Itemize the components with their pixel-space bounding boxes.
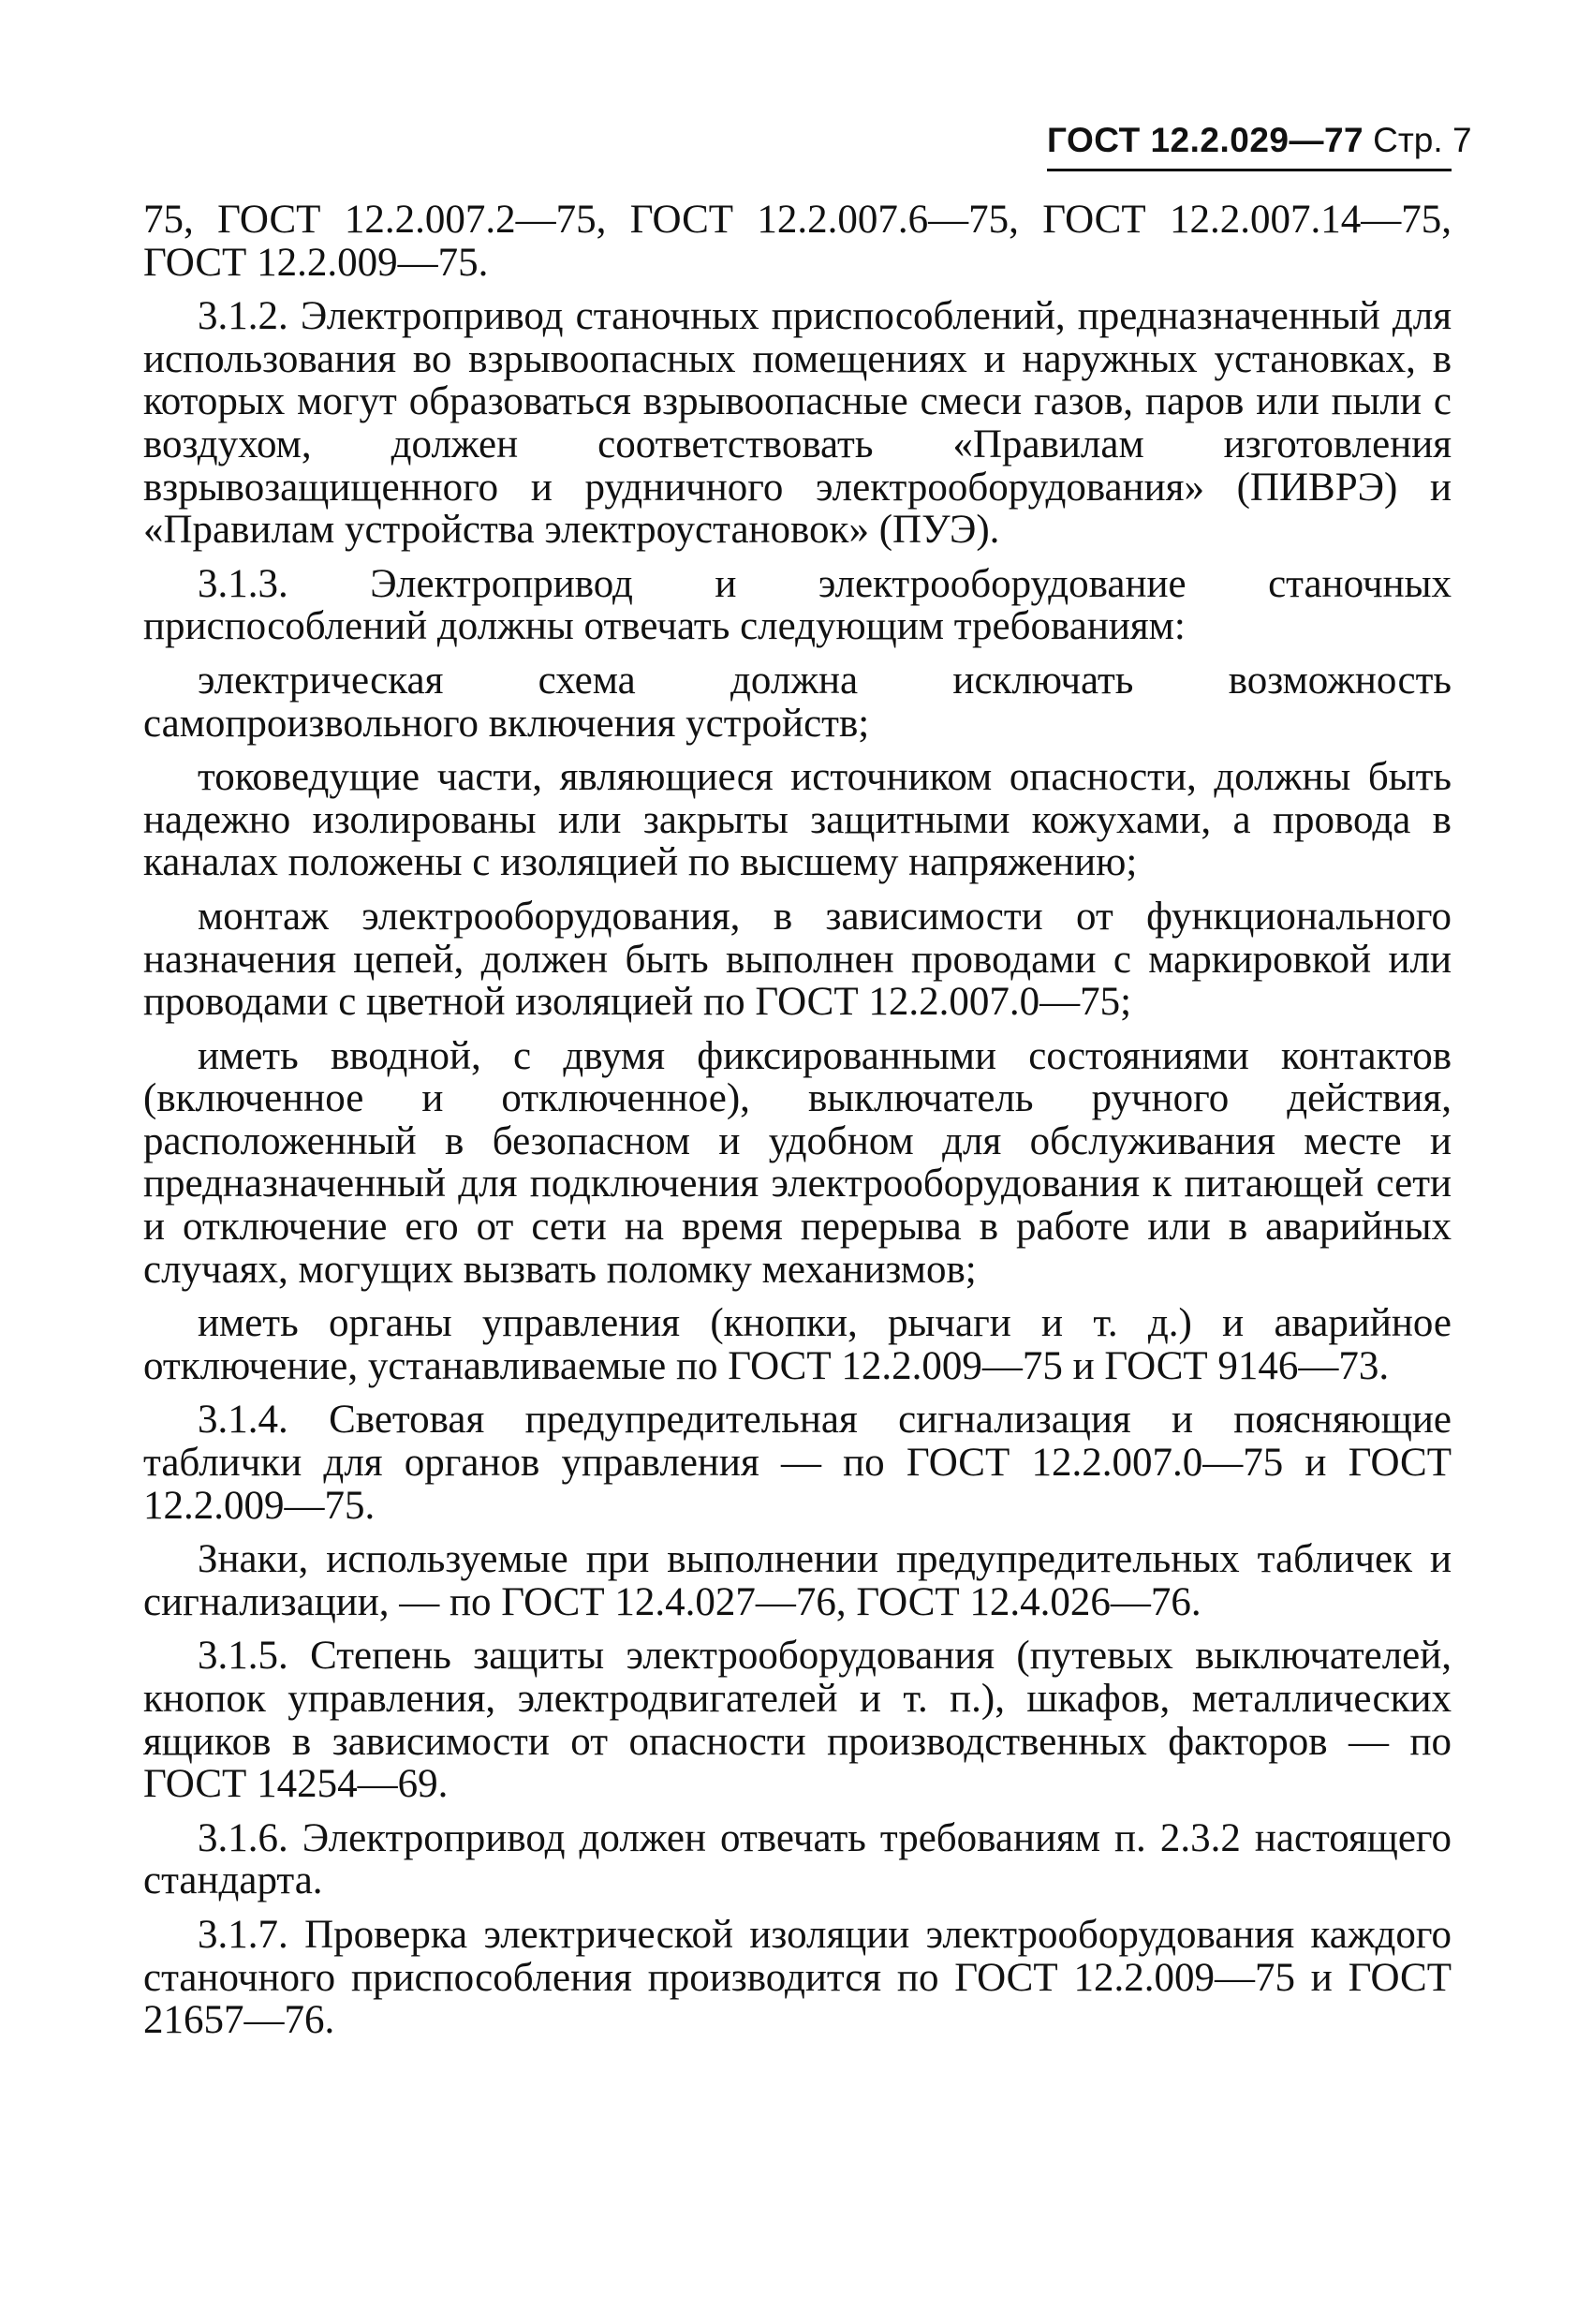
paragraph: 3.1.6. Электропривод должен отвечать требованиям п. 2.3.2 настоящего стандарта. <box>143 1815 1452 1903</box>
running-header <box>1047 120 1472 161</box>
paragraph: 3.1.3. Электропривод и электрооборудование станочных приспособлений должны отвечать следующим требованиям: <box>143 561 1452 649</box>
page-number: Стр. 7 <box>1373 121 1472 159</box>
paragraph: 75, ГОСТ 12.2.007.2—75, ГОСТ 12.2.007.6—75, ГОСТ 12.2.007.14—75, ГОСТ 12.2.009—75. <box>143 198 1452 285</box>
paragraph: монтаж электрооборудования, в зависимости от функционального назначения цепей, должен быть выполнен проводами с маркировкой или проводами с цветной изоляцией по ГОСТ 12.2.007.0—75; <box>143 894 1452 1025</box>
paragraph: иметь вводной, с двумя фиксированными состояниями контактов (включенное и отключенное), выключатель ручного действия, расположенный в безопасном и удобном для обслуживания месте и предназначенный для подключения электрооборудования к питающей сети и отключение его от сети на время перерыва в работе или в аварийных случаях, могущих вызвать поломку механизмов; <box>143 1033 1452 1292</box>
body-text <box>143 199 1452 2053</box>
paragraph: 3.1.7. Проверка электрической изоляции электрооборудования каждого станочного приспособления производится по ГОСТ 12.2.009—75 и ГОСТ 21657—76. <box>143 1912 1452 2043</box>
paragraph: иметь органы управления (кнопки, рычаги и т. д.) и аварийное отключение, устанавливаемые по ГОСТ 12.2.009—75 и ГОСТ 9146—73. <box>143 1301 1452 1388</box>
paragraph: 3.1.5. Степень защиты электрооборудования (путевых выключателей, кнопок управления, электродвигателей и т. п.), шкафов, металлических ящиков в зависимости от опасности производственных факторов — по ГОСТ 14254—69. <box>143 1634 1452 1807</box>
paragraph: 3.1.4. Световая предупредительная сигнализация и поясняющие таблички для органов управления — по ГОСТ 12.2.007.0—75 и ГОСТ 12.2.009—75. <box>143 1398 1452 1528</box>
paragraph: Знаки, используемые при выполнении предупредительных табличек и сигнализации, — по ГОСТ 12.4.027—76, ГОСТ 12.4.026—76. <box>143 1537 1452 1624</box>
paragraph: электрическая схема должна исключать возможность самопроизвольного включения устройств; <box>143 658 1452 746</box>
paragraph: 3.1.2. Электропривод станочных приспособлений, предназначенный для использования во взрывоопасных помещениях и наружных установках, в которых могут образоваться взрывоопасные смеси газов, паров или пыли с воздухом, должен соответствовать «Правилам изготовления взрывозащищенного и рудничного электрооборудования» (ПИВРЭ) и «Правилам устройства электроустановок» (ПУЭ). <box>143 294 1452 553</box>
standard-number: ГОСТ 12.2.029—77 <box>1047 121 1364 159</box>
paragraph: токоведущие части, являющиеся источником опасности, должны быть надежно изолированы или закрыты защитными кожухами, а провода в каналах положены с изоляцией по высшему напряжению; <box>143 755 1452 885</box>
header-rule <box>1047 169 1452 171</box>
